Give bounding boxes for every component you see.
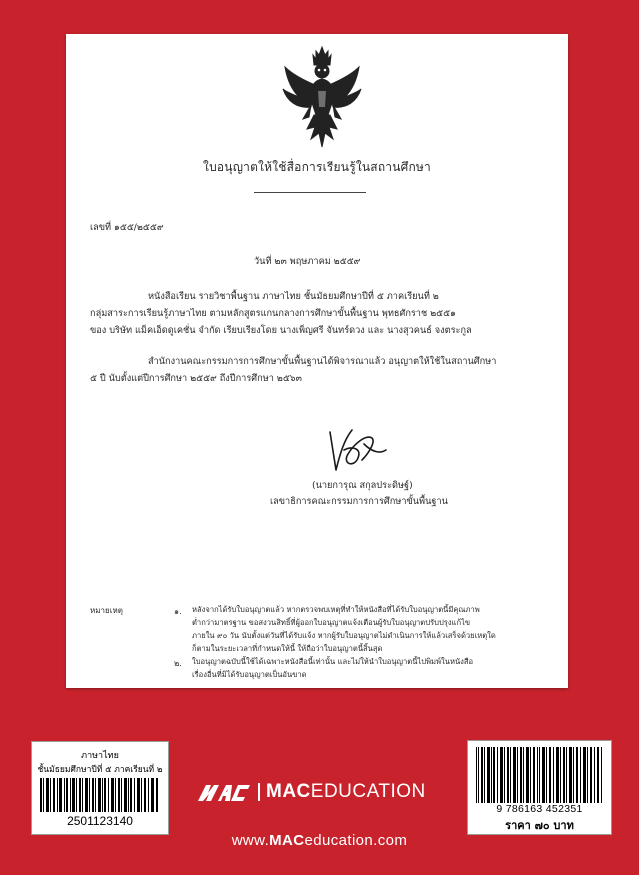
note-line: ใบอนุญาตฉบับนี้ใช้ได้เฉพาะหนังสือนี้เท่านั้น และไม่ให้นำใบอนุญาตนี้ไปพิมพ์ในหนังสือ xyxy=(192,657,474,666)
signer-title: เลขาธิการคณะกรรมการการศึกษาขั้นพื้นฐาน xyxy=(270,496,448,507)
note-line: ก็ตามในระยะเวลาที่กำหนดให้นี้ ให้ถือว่าใบอนุญาตนี้สิ้นสุด xyxy=(192,644,383,653)
note-line: ต่ำกว่ามาตรฐาน ขอสงวนสิทธิ์ที่ผู้ออกใบอนุญาตแจ้งเตือนผู้รับใบอนุญาตปรับปรุงแก้ไข xyxy=(192,618,471,627)
website-url: www.MACeducation.com xyxy=(231,832,408,849)
level-label: ชั้นมัธยมศึกษาปีที่ ๕ ภาคเรียนที่ ๒ xyxy=(37,765,163,775)
isbn-barcode-icon xyxy=(476,747,603,803)
note-line: หลังจากได้รับใบอนุญาตแล้ว หากตรวจพบเหตุที่ทำให้หนังสือที่ได้รับใบอนุญาตนี้มีคุณภาพ xyxy=(192,605,480,614)
permit-date: วันที่ ๒๓ พฤษภาคม ๒๕๕๙ xyxy=(254,256,361,267)
mac-logo-icon xyxy=(198,781,254,803)
note-line: ภายใน ๙๐ วัน นับตั้งแต่วันที่ได้รับแจ้ง หากผู้รับใบอนุญาตไม่ดำเนินการให้แล้วเสร็จด้วยเหตุใด xyxy=(192,631,496,640)
note-label: หมายเหตุ xyxy=(90,606,123,615)
product-label-box xyxy=(31,741,169,835)
product-barcode-icon xyxy=(40,778,160,812)
signer-name: (นายการุณ สกุลประดิษฐ์) xyxy=(312,480,413,491)
permit-document xyxy=(66,34,568,688)
paragraph-2-line: ๕ ปี นับตั้งแต่ปีการศึกษา ๒๕๕๙ ถึงปีการศึกษา ๒๕๖๓ xyxy=(90,373,302,384)
paragraph-1-line: กลุ่มสาระการเรียนรู้ภาษาไทย ตามหลักสูตรแกนกลางการศึกษาขั้นพื้นฐาน พุทธศักราช ๒๕๕๑ xyxy=(90,308,456,319)
logo-separator xyxy=(258,783,260,801)
note-line: เรื่องอื่นที่มิได้รับอนุญาตเป็นอันขาด xyxy=(192,670,307,679)
signature-image xyxy=(322,424,392,474)
paragraph-1-line: หนังสือเรียน รายวิชาพื้นฐาน ภาษาไทย ชั้นมัธยมศึกษาปีที่ ๕ ภาคเรียนที่ ๒ xyxy=(148,291,439,302)
note-number: ๑. xyxy=(174,607,182,616)
paragraph-1-line: ของ บริษัท แม็คเอ็ดดูเคชั่น จำกัด เรียบเรียงโดย นางเพ็ญศรี จันทร์ดวง และ นางสุวคนธ์ จงตระกูล xyxy=(90,325,472,336)
price-label: ราคา ๗๐ บาท xyxy=(505,819,574,832)
subject-label: ภาษาไทย xyxy=(81,751,119,761)
product-code: 2501123140 xyxy=(67,814,133,828)
title-divider xyxy=(254,192,366,193)
brand-name: MACEDUCATION xyxy=(266,781,426,802)
isbn-number: 9 786163 452351 xyxy=(496,803,583,815)
garuda-emblem-icon xyxy=(281,45,363,150)
paragraph-2-line: สำนักงานคณะกรรมการการศึกษาขั้นพื้นฐานได้พิจารณาแล้ว อนุญาตให้ใช้ในสถานศึกษา xyxy=(148,356,497,367)
permit-number: เลขที่ ๑๕๕/๒๕๕๙ xyxy=(90,222,164,233)
note-number: ๒. xyxy=(174,659,182,668)
isbn-box xyxy=(467,740,612,835)
permit-title: ใบอนุญาตให้ใช้สื่อการเรียนรู้ในสถานศึกษา xyxy=(203,160,431,174)
